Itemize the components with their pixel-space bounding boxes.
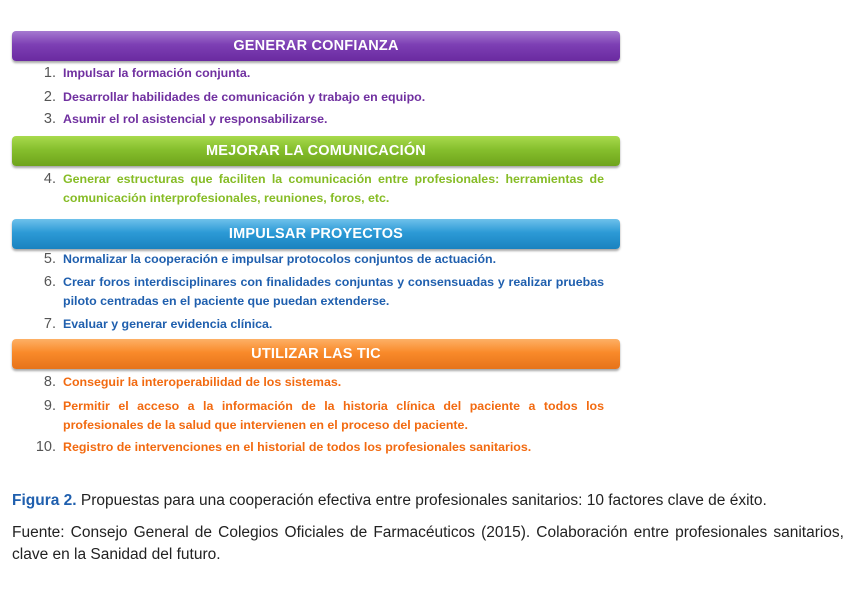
list-item: [28, 373, 604, 392]
item-number: 4.: [43, 171, 56, 187]
list-item: [28, 315, 604, 334]
item-number: 2.: [43, 89, 56, 105]
list-item: [28, 88, 604, 107]
item-number: 3.: [43, 111, 56, 127]
section-header-generar-confianza: GENERAR CONFIANZA: [12, 31, 620, 61]
item-text: Permitir el acceso a la información de la historia clínica del paciente a todos los profesionales de la salud que intervienen en el proceso del paciente.: [63, 399, 604, 432]
figure-label: Figura 2.: [12, 492, 77, 509]
section-header-impulsar-proyectos: IMPULSAR PROYECTOS: [12, 219, 620, 249]
item-text: Conseguir la interoperabilidad de los sistemas.: [63, 375, 342, 389]
list-item: [28, 438, 604, 457]
item-text: Asumir el rol asistencial y responsabilizarse.: [63, 112, 328, 126]
figure-source: Fuente: Consejo General de Colegios Oficiales de Farmacéuticos (2015). Colaboración entre profesionales sanitarios, clave en la Sanidad del futuro.: [12, 524, 844, 563]
item-number: 1.: [43, 65, 56, 81]
item-number: 6.: [43, 274, 56, 290]
figure-caption: [12, 492, 767, 510]
list-item: [28, 110, 604, 129]
list-item: [28, 273, 604, 311]
item-number: 9.: [43, 398, 56, 414]
item-text: Evaluar y generar evidencia clínica.: [63, 317, 273, 331]
item-text: Impulsar la formación conjunta.: [63, 66, 251, 80]
item-text: Crear foros interdisciplinares con finalidades conjuntas y consensuadas y realizar pruebas piloto centradas en el paciente que puedan extenderse.: [63, 275, 604, 308]
section-header-mejorar-comunicacion: MEJORAR LA COMUNICACIÓN: [12, 136, 620, 166]
item-text: Generar estructuras que faciliten la comunicación entre profesionales: herramientas de comunicación interprofesionales, reuniones, foros, etc.: [63, 172, 604, 205]
item-text: Desarrollar habilidades de comunicación y trabajo en equipo.: [63, 90, 426, 104]
item-number: 10.: [35, 439, 56, 455]
item-text: Normalizar la cooperación e impulsar protocolos conjuntos de actuación.: [63, 252, 497, 266]
section-header-utilizar-tic: UTILIZAR LAS TIC: [12, 339, 620, 369]
list-item: [28, 397, 604, 435]
list-item: [28, 64, 604, 83]
list-item: [28, 250, 604, 269]
item-text: Registro de intervenciones en el historial de todos los profesionales sanitarios.: [63, 440, 532, 454]
list-item: [28, 170, 604, 208]
item-number: 5.: [43, 251, 56, 267]
item-number: 7.: [43, 316, 56, 332]
figure-caption-text: Propuestas para una cooperación efectiva entre profesionales sanitarios: 10 factores clave de éxito.: [76, 492, 767, 509]
item-number: 8.: [43, 374, 56, 390]
